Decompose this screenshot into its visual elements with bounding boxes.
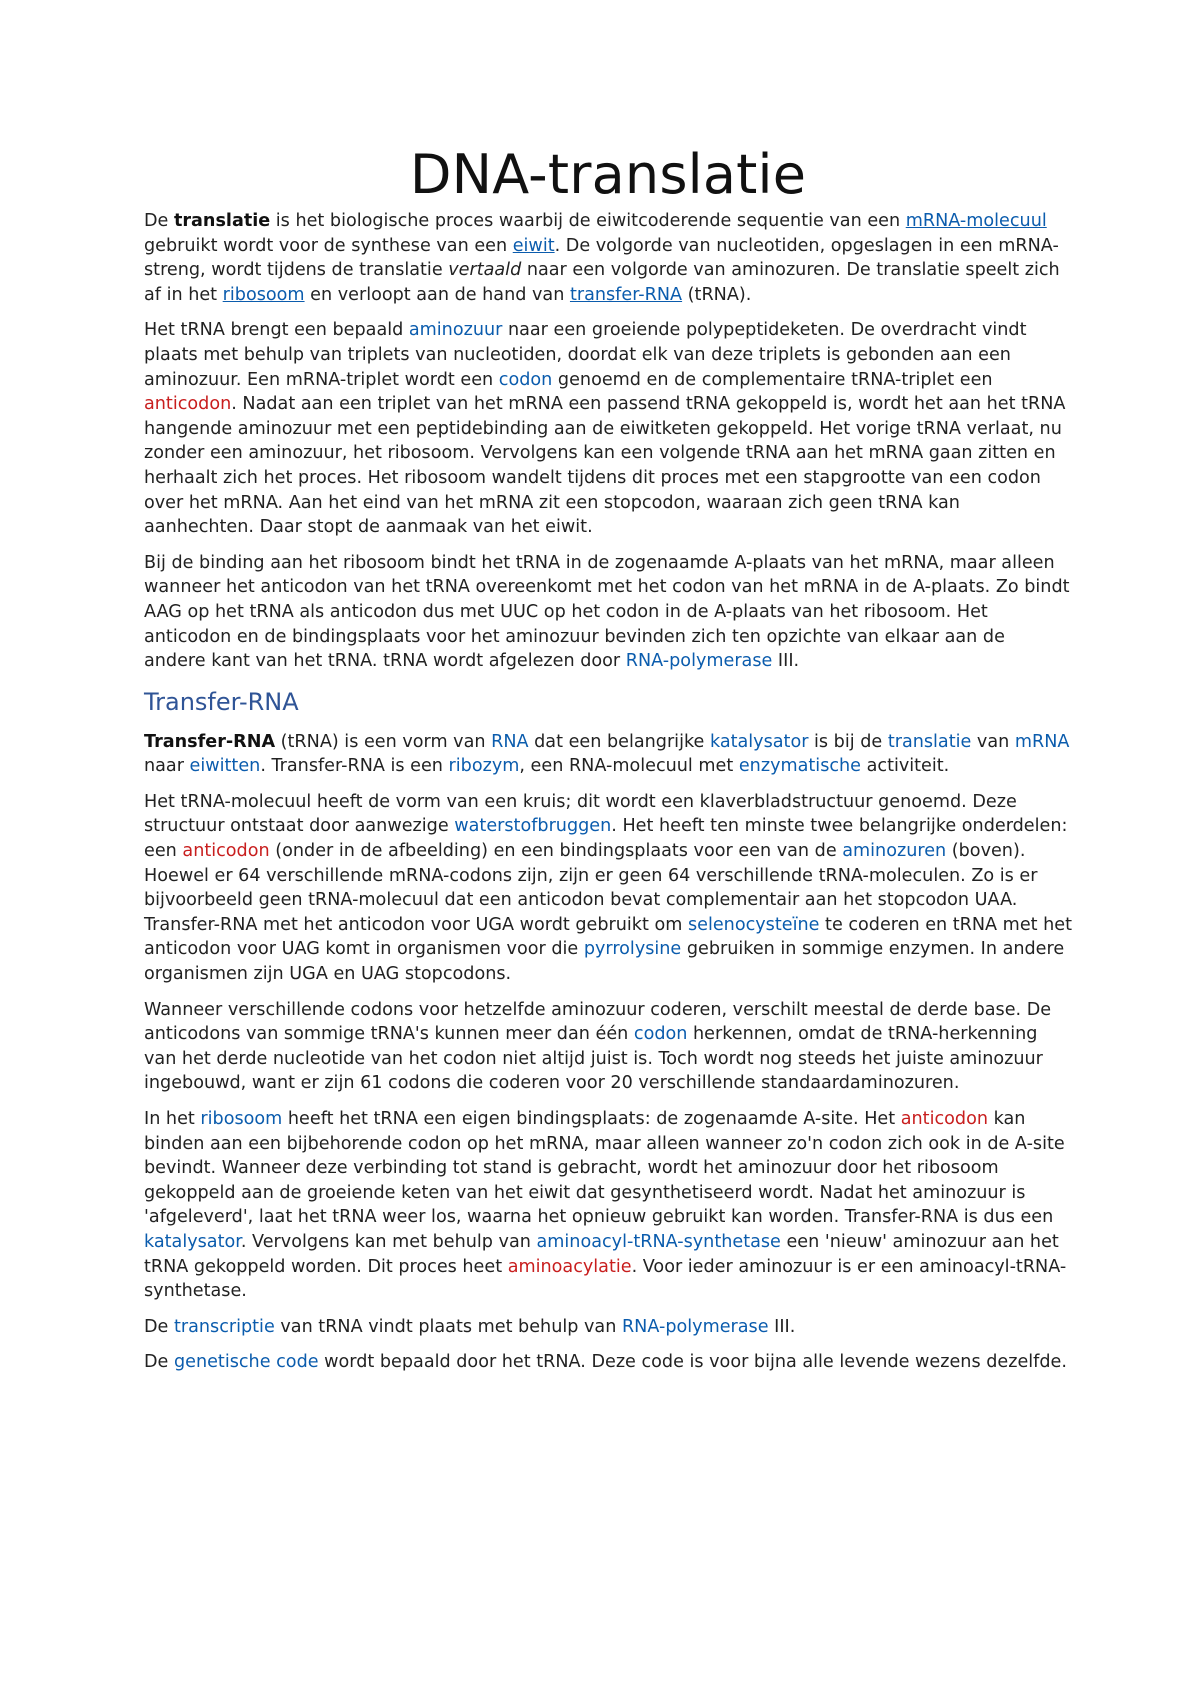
document-body bbox=[144, 141, 1072, 1386]
text-run: De bbox=[144, 1316, 174, 1337]
link-mrna[interactable]: mRNA bbox=[1014, 731, 1070, 752]
text-run: van tRNA vindt plaats met behulp van bbox=[274, 1316, 622, 1337]
link-anticodon[interactable]: anticodon bbox=[900, 1109, 988, 1129]
text-run: activiteit. bbox=[861, 756, 950, 777]
bold-term: Transfer-RNA bbox=[144, 731, 276, 752]
text-run: Het tRNA brengt een bepaald bbox=[144, 320, 409, 341]
link-katalysator[interactable]: katalysator bbox=[144, 1231, 241, 1252]
link-rna-polymerase[interactable]: RNA-polymerase bbox=[625, 651, 773, 672]
text-run: . Transfer-RNA is een bbox=[260, 756, 449, 777]
paragraph-trna-structure bbox=[144, 790, 1072, 987]
text-run: . Nadat aan een triplet van het mRNA een passend tRNA gekoppeld is, wordt het aan het tRNA hangende aminozuur met een peptidebinding aan de eiwitketen gekoppeld. Het vorige tRNA verlaat, nu zonder een aminozuur, het ribosoom. Vervolgens kan een volgende tRNA aan het mRNA gaan zitten en herhaalt zich het proces. Het ribosoom wandelt tijdens dit proces met een stapgrootte van een codon over het mRNA. Aan het eind van het mRNA zit een stopcodon, waaraan zich geen tRNA kan aanhechten. Daar stopt de aanmaak van het eiwit. bbox=[144, 394, 1066, 538]
paragraph-trna-definition bbox=[144, 730, 1072, 779]
text-run: . Vervolgens kan met behulp van bbox=[240, 1231, 537, 1252]
link-enzymatische[interactable]: enzymatische bbox=[738, 756, 862, 777]
link-anticodon[interactable]: anticodon bbox=[144, 394, 232, 415]
link-ribosoom[interactable]: ribosoom bbox=[222, 284, 305, 305]
text-run: De bbox=[144, 1352, 174, 1373]
link-selenocyste-ne[interactable]: selenocysteïne bbox=[687, 914, 820, 935]
link-ribosoom[interactable]: ribosoom bbox=[200, 1109, 283, 1129]
text-run: is het biologische proces waarbij de eiwitcoderende sequentie van een bbox=[270, 211, 906, 231]
link-pyrrolysine[interactable]: pyrrolysine bbox=[583, 939, 682, 960]
link-genetische-code[interactable]: genetische code bbox=[173, 1352, 319, 1373]
paragraph-a-site bbox=[144, 1107, 1072, 1304]
text-run: . Het heeft ten minste twee belangrijke onderdelen: een bbox=[144, 816, 1068, 862]
paragraph-intro bbox=[144, 209, 1072, 307]
link-aminozuur[interactable]: aminozuur bbox=[408, 320, 503, 341]
text-run: III. bbox=[768, 1316, 796, 1337]
link-waterstofbruggen[interactable]: waterstofbruggen bbox=[454, 816, 612, 837]
text-run: . De volgorde van nucleotiden, opgeslagen in een mRNA-streng, wordt tijdens de translatie bbox=[144, 235, 1059, 281]
text-run: Bij de binding aan het ribosoom bindt het tRNA in de zogenaamde A-plaats van het mRNA, maar alleen wanneer het anticodon van het tRNA overeenkomt met het codon van het mRNA in de A-plaats. Zo bindt AAG op het tRNA als anticodon dus met UUC op het codon in de A-plaats van het ribosoom. Het anticodon en de bindingsplaats voor het aminozuur bevinden zich ten opzichte van elkaar aan de andere kant van het tRNA. tRNA wordt afgelezen door bbox=[144, 552, 1070, 672]
text-run: III. bbox=[772, 651, 800, 672]
text-run: (tRNA). bbox=[682, 284, 752, 305]
italic-term: vertaald bbox=[448, 260, 522, 281]
link-katalysator[interactable]: katalysator bbox=[709, 731, 809, 752]
text-run: . Voor ieder aminozuur is er een aminoacyl-tRNA-synthetase. bbox=[144, 1256, 1067, 1302]
text-run: naar bbox=[144, 756, 190, 777]
text-run: is bij de bbox=[808, 731, 888, 752]
link-rna-polymerase[interactable]: RNA-polymerase bbox=[621, 1316, 769, 1337]
page-title: DNA-translatie bbox=[409, 143, 807, 206]
link-eiwitten[interactable]: eiwitten bbox=[189, 756, 261, 777]
text-run: De bbox=[144, 211, 174, 231]
link-transfer-rna[interactable]: transfer-RNA bbox=[569, 284, 683, 305]
text-run: heeft het tRNA een eigen bindingsplaats: de zogenaamde A-site. Het bbox=[282, 1109, 901, 1129]
link-aminoacyl-trna-synthetase[interactable]: aminoacyl-tRNA-synthetase bbox=[536, 1231, 781, 1252]
text-run: naar een volgorde van aminozuren. De translatie speelt zich af in het bbox=[144, 260, 1060, 305]
text-run: gebruiken in sommige enzymen. In andere organismen zijn UGA en UAG stopcodons. bbox=[144, 939, 1065, 985]
paragraph-ribosome-binding bbox=[144, 551, 1072, 674]
bold-term: translatie bbox=[173, 211, 271, 231]
text-run: (onder in de afbeelding) en een bindingsplaats voor een van de bbox=[269, 841, 843, 862]
link-eiwit[interactable]: eiwit bbox=[512, 235, 555, 256]
link-aminozuren[interactable]: aminozuren bbox=[842, 841, 947, 862]
link-transcriptie[interactable]: transcriptie bbox=[173, 1316, 275, 1337]
text-run: kan binden aan een bijbehorende codon op het mRNA, maar alleen wanneer zo'n codon zich ook in de A-site bevindt. Wanneer deze verbinding tot stand is gebracht, wordt het aminozuur door het ribosoom gekoppeld aan de groeiende keten van het eiwit dat gesynthetiseerd wordt. Nadat het aminozuur is 'afgeleverd', laat het tRNA weer los, waarna het opnieuw gebruikt kan worden. Transfer-RNA is dus een bbox=[144, 1109, 1065, 1228]
link-rna[interactable]: RNA bbox=[491, 731, 529, 752]
text-run: (boven). Hoewel er 64 verschillende mRNA-codons zijn, zijn er geen 64 verschillende tRNA-moleculen. Zo is er bijvoorbeeld geen tRNA-molecuul dat een anticodon bevat complementair aan het stopcodon UAA. Transfer-RNA met het anticodon voor UGA wordt gebruikt om bbox=[144, 841, 1038, 935]
paragraph-codon-wobble bbox=[144, 998, 1072, 1096]
text-run: een 'nieuw' aminozuur aan het tRNA gekoppeld worden. Dit proces heet bbox=[144, 1231, 1059, 1277]
text-run: te coderen en tRNA met het anticodon voor UAG komt in organismen voor die bbox=[144, 914, 1073, 960]
paragraph-genetic-code bbox=[144, 1350, 1072, 1375]
link-codon[interactable]: codon bbox=[498, 369, 553, 390]
text-run: van bbox=[971, 731, 1015, 752]
link-translatie[interactable]: translatie bbox=[887, 731, 972, 752]
link-ribozym[interactable]: ribozym bbox=[448, 756, 520, 777]
text-run: herkennen, omdat de tRNA-herkenning van het derde nucleotide van het codon niet altijd juist is. Toch wordt nog steeds het juiste aminozuur ingebouwd, want er zijn 61 codons die coderen voor 20 verschillende standaardaminozuren. bbox=[144, 1024, 1043, 1094]
text-run: naar een groeiende polypeptideketen. De overdracht vindt plaats met behulp van triplets van nucleotiden, doordat elk van deze triplets is gebonden aan een aminozuur. Een mRNA-triplet wordt een bbox=[144, 320, 1027, 390]
text-run: genoemd en de complementaire tRNA-triplet een bbox=[552, 369, 993, 390]
paragraph-trna-transport bbox=[144, 318, 1072, 539]
text-run: Wanneer verschillende codons voor hetzelfde aminozuur coderen, verschilt meestal de derde base. De anticodons van sommige tRNA's kunnen meer dan één bbox=[144, 999, 1052, 1045]
link-codon[interactable]: codon bbox=[633, 1024, 688, 1045]
link-anticodon[interactable]: anticodon bbox=[182, 841, 270, 862]
link-aminoacylatie[interactable]: aminoacylatie bbox=[507, 1256, 632, 1277]
text-run: en verloopt aan de hand van bbox=[304, 284, 570, 305]
text-run: gebruikt wordt voor de synthese van een bbox=[144, 235, 513, 256]
text-run: wordt bepaald door het tRNA. Deze code is voor bijna alle levende wezens dezelfde. bbox=[318, 1352, 1067, 1373]
text-run: , een RNA-molecuul met bbox=[519, 756, 739, 777]
text-run: Het tRNA-molecuul heeft de vorm van een kruis; dit wordt een klaverbladstructuur genoemd. Deze structuur ontstaat door aanwezige bbox=[144, 791, 1017, 837]
link-mrna-molecuul[interactable]: mRNA-molecuul bbox=[905, 211, 1047, 231]
text-run: dat een belangrijke bbox=[528, 731, 710, 752]
text-run: In het bbox=[144, 1109, 201, 1129]
section-heading-transfer-rna: Transfer-RNA bbox=[144, 687, 299, 716]
paragraph-transcription bbox=[144, 1315, 1072, 1340]
text-run: (tRNA) is een vorm van bbox=[275, 731, 492, 752]
